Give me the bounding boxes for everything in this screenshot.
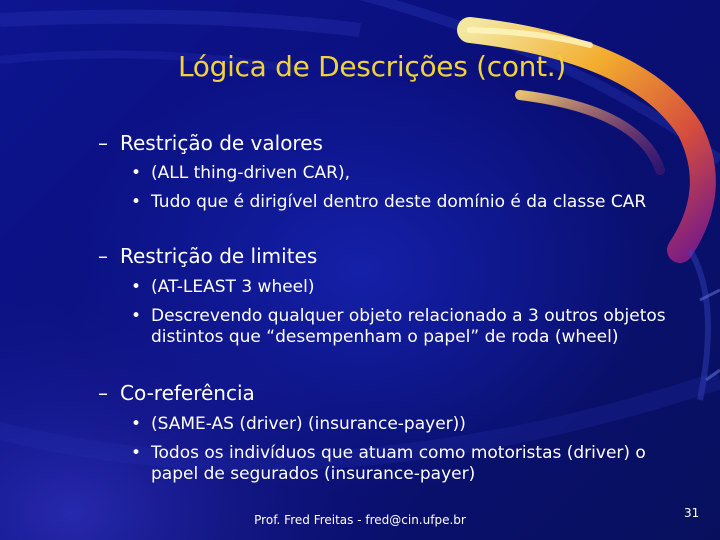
list-item-text: Restrição de valores (120, 131, 323, 155)
slide-title: Lógica de Descrições (cont.) (177, 50, 567, 83)
slide-footer: Prof. Fred Freitas - fred@cin.ufpe.br (254, 513, 466, 527)
bullet-marker: • (131, 443, 142, 463)
sub-list-item-text: (ALL thing-driven CAR), (151, 163, 351, 183)
list-item-text: Restrição de limites (120, 244, 318, 268)
bullet-marker: • (131, 163, 142, 183)
dash-marker: – (98, 244, 108, 268)
dash-marker: – (98, 381, 108, 405)
bullet-marker: • (131, 414, 142, 434)
sub-list-item-text: (SAME-AS (driver) (insurance-payer)) (151, 414, 466, 434)
bullet-marker: • (131, 277, 142, 297)
dash-marker: – (98, 131, 108, 155)
list-item-text: Co-referência (120, 381, 255, 405)
page-number: 31 (684, 506, 700, 520)
bullet-marker: • (131, 192, 142, 212)
sub-list-item-text: (AT-LEAST 3 wheel) (151, 277, 315, 297)
sub-list-item-text: Tudo que é dirigível dentro deste domínio é da classe CAR (151, 192, 647, 212)
bullet-marker: • (131, 306, 142, 326)
sub-list-item-text: Todos os indivíduos que atuam como motoristas (driver) o papel de segurados (insurance-payer) (151, 443, 646, 484)
sub-list-item-text: Descrevendo qualquer objeto relacionado a 3 outros objetos distintos que “desempenham o papel” de roda (wheel) (151, 306, 666, 347)
